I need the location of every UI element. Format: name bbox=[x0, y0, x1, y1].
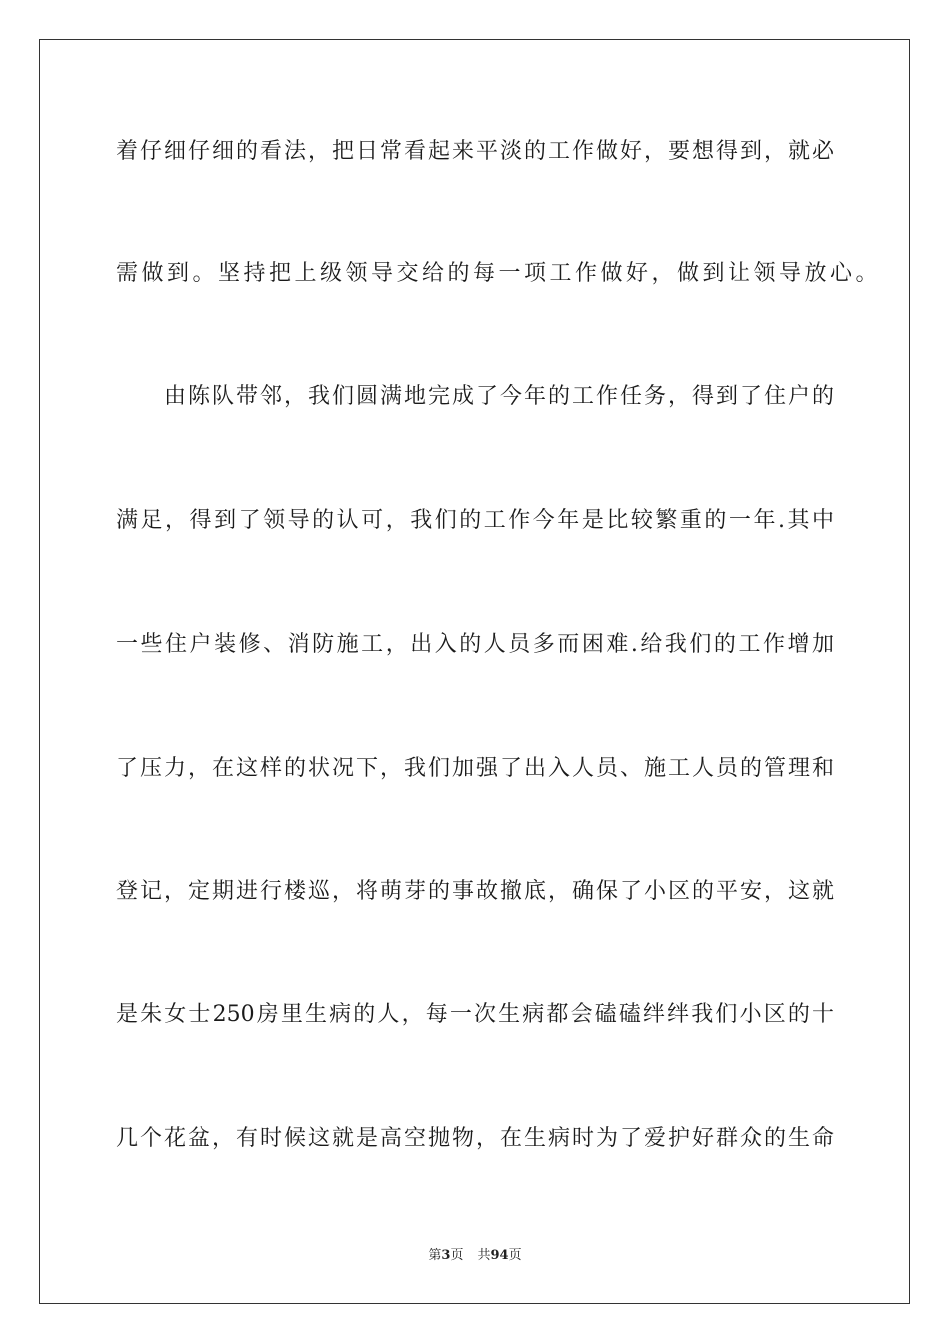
text-line-2: 需做到。坚持把上级领导交给的每一项工作做好，做到让领导放心。 bbox=[116, 261, 882, 286]
total-suffix: 页 bbox=[508, 1248, 522, 1263]
page-border bbox=[39, 39, 910, 1304]
page-suffix: 页 bbox=[450, 1248, 464, 1263]
total-pages: 94 bbox=[490, 1248, 509, 1263]
page-number: 3 bbox=[441, 1248, 451, 1263]
text-line-6: 了压力，在这样的状况下，我们加强了出入人员、施工人员的管理和 bbox=[116, 756, 834, 781]
page-prefix: 第 bbox=[428, 1248, 442, 1263]
text-line-4: 满足，得到了领导的认可，我们的工作今年是比较繁重的一年.其中 bbox=[116, 508, 834, 533]
page-footer bbox=[0, 1247, 950, 1265]
total-prefix: 共 bbox=[477, 1248, 491, 1263]
text-line-5: 一些住户装修、消防施工，出入的人员多而困难.给我们的工作增加 bbox=[116, 632, 834, 657]
text-line-9: 几个花盆，有时候这就是高空抛物，在生病时为了爱护好群众的生命 bbox=[116, 1126, 834, 1151]
text-line-1: 着仔细仔细的看法，把日常看起来平淡的工作做好，要想得到，就必 bbox=[116, 139, 834, 164]
text-line-7: 登记，定期进行楼巡，将萌芽的事故撤底，确保了小区的平安，这就 bbox=[116, 879, 834, 904]
text-line-8: 是朱女士250房里生病的人，每一次生病都会磕磕绊绊我们小区的十 bbox=[116, 1002, 834, 1027]
text-line-3: 由陈队带邻，我们圆满地完成了今年的工作任务，得到了住户的 bbox=[164, 384, 834, 409]
